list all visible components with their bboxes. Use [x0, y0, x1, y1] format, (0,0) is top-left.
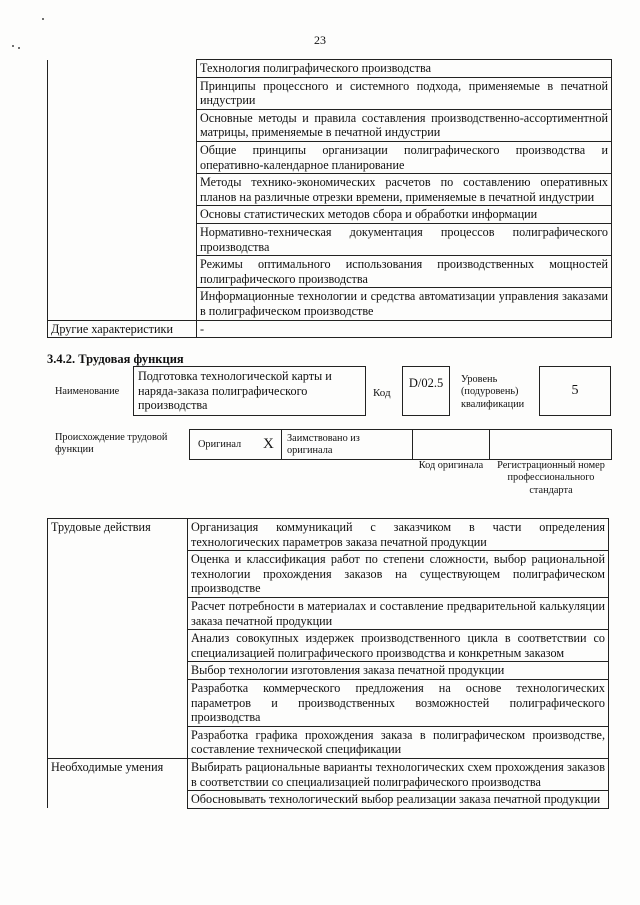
table-row	[48, 320, 612, 338]
skill-item: Обосновывать технологический выбор реализации заказа печатной продукции	[188, 791, 609, 809]
knowledge-item: Методы технико-экономических расчетов по составлению оперативных планов на различные отрезки времени, применяемые в печатной индустрии	[197, 174, 612, 206]
page-number: 23	[314, 33, 326, 47]
original-box	[189, 429, 282, 460]
knowledge-table	[47, 59, 612, 338]
other-characteristics-value: -	[197, 320, 612, 338]
name-label: Наименование	[55, 386, 120, 397]
labor-action-item: Анализ совокупных издержек производственного цикла в соответствии со специализацией полиграфического производства и конкретным заказом	[188, 630, 609, 662]
knowledge-item: Режимы оптимального использования производственных мощностей полиграфического производства	[197, 256, 612, 288]
labor-action-item: Выбор технологии изготовления заказа печатной продукции	[188, 662, 609, 680]
level-label: Уровень (подуровень) квалификации	[461, 374, 525, 410]
scan-speck	[42, 18, 44, 20]
knowledge-item: Принципы процессного и системного подхода, применяемые в печатной индустрии	[197, 77, 612, 109]
labor-functions-table	[47, 518, 609, 809]
registration-number-box	[489, 429, 612, 460]
skills-label: Необходимые умения	[48, 758, 188, 808]
code-label: Код	[373, 387, 391, 399]
other-characteristics-label: Другие характеристики	[48, 320, 197, 338]
code-caption: Код оригинала	[418, 460, 484, 471]
left-cell-empty	[48, 60, 197, 321]
knowledge-item: Основы статистических методов сбора и обработки информации	[197, 206, 612, 224]
function-name-box: Подготовка технологической карты и наряда-заказа полиграфического производства	[133, 366, 366, 416]
knowledge-item: Нормативно-техническая документация процессов полиграфического производства	[197, 223, 612, 255]
code-value-box: D/02.5	[402, 366, 450, 416]
original-code-box	[412, 429, 490, 460]
registration-caption: Регистрационный номер профессионального стандарта	[497, 460, 605, 496]
borrowed-box: Заимствовано из оригинала	[281, 429, 413, 460]
labor-action-item: Разработка коммерческого предложения на основе технологических параметров и производственных возможностей полиграфического производства	[188, 679, 609, 726]
level-value-box: 5	[539, 366, 611, 416]
knowledge-item: Технология полиграфического производства	[197, 60, 612, 78]
labor-action-item: Организация коммуникаций с заказчиком в части определения технологических параметров заказа печатной продукции	[188, 519, 609, 551]
table-row	[48, 519, 609, 551]
knowledge-item: Основные методы и правила составления производственно-ассортиментной матрицы, применяемые в печатной индустрии	[197, 109, 612, 141]
knowledge-item: Общие принципы организации полиграфического производства и оперативно-календарное планирование	[197, 141, 612, 173]
skill-item: Выбирать рациональные варианты технологических схем прохождения заказов в соответствии со специализацией полиграфического производства	[188, 758, 609, 790]
original-label: Оригинал	[198, 439, 242, 450]
knowledge-item: Информационные технологии и средства автоматизации управления заказами в полиграфическом производстве	[197, 288, 612, 320]
table-row	[48, 758, 609, 790]
labor-action-item: Расчет потребности в материалах и составление предварительной калькуляции заказа печатной продукции	[188, 597, 609, 629]
section-title: 3.4.2. Трудовая функция	[47, 352, 184, 366]
labor-action-item: Разработка графика прохождения заказа в полиграфическом производстве, составление технической спецификации	[188, 726, 609, 758]
labor-action-item: Оценка и классификация работ по степени сложности, выбор рациональной технологии прохождения заказов на существующем полиграфическом производстве	[188, 551, 609, 598]
labor-actions-label: Трудовые действия	[48, 519, 188, 759]
table-row	[48, 60, 612, 78]
original-mark: X	[263, 436, 274, 452]
origin-label: Происхождение трудовой функции	[55, 432, 168, 456]
